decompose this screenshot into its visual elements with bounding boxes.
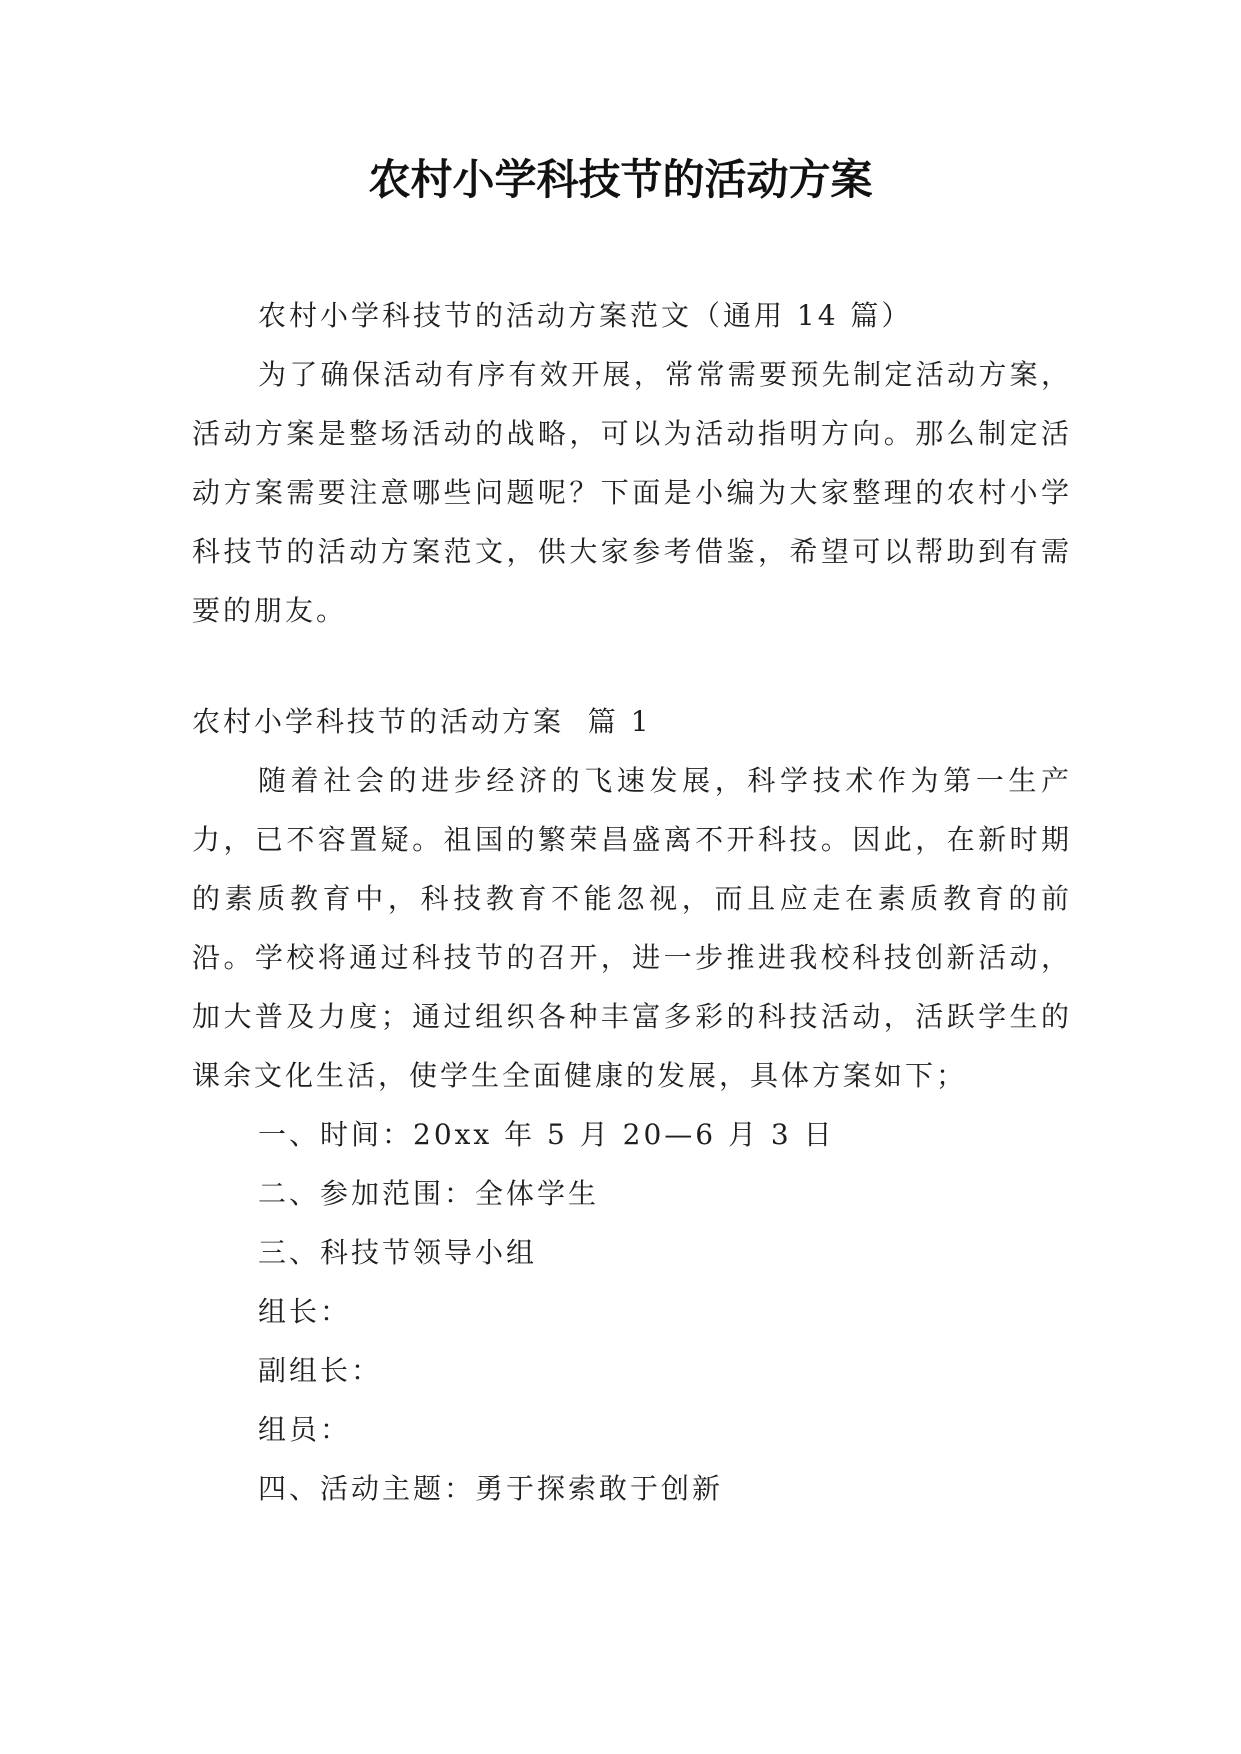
intro-block — [192, 286, 1072, 640]
list-item: 副组长： — [258, 1354, 383, 1387]
section-1 — [192, 692, 1072, 1518]
section-paragraph: 随着社会的进步经济的飞速发展，科学技术作为第一生产力，已不容置疑。祖国的繁荣昌盛离不开科技。因此，在新时期的素质教育中，科技教育不能忽视，而且应走在素质教育的前沿。学校将通过科技节的召开，进一步推进我校科技创新活动，加大普及力度；通过组织各种丰富多彩的科技活动，活跃学生的课余文化生活，使学生全面健康的发展，具体方案如下； — [192, 764, 1072, 1092]
list-item: 组员： — [258, 1413, 352, 1446]
document-title: 农村小学科技节的活动方案 — [368, 155, 873, 204]
section-heading: 农村小学科技节的活动方案 篇 1 — [192, 705, 652, 738]
list-item: 组长： — [258, 1295, 352, 1328]
list-item: 二、参加范围：全体学生 — [258, 1177, 600, 1210]
intro-subtitle: 农村小学科技节的活动方案范文（通用 14 篇） — [258, 299, 913, 332]
list-item: 四、活动主题：勇于探索敢于创新 — [258, 1472, 724, 1505]
intro-paragraph: 为了确保活动有序有效开展，常常需要预先制定活动方案，活动方案是整场活动的战略，可以为活动指明方向。那么制定活动方案需要注意哪些问题呢？下面是小编为大家整理的农村小学科技节的活动方案范文，供大家参考借鉴，希望可以帮助到有需要的朋友。 — [192, 358, 1072, 627]
list-item: 三、科技节领导小组 — [258, 1236, 538, 1269]
list-item: 一、时间：20xx 年 5 月 20—6 月 3 日 — [258, 1118, 835, 1151]
